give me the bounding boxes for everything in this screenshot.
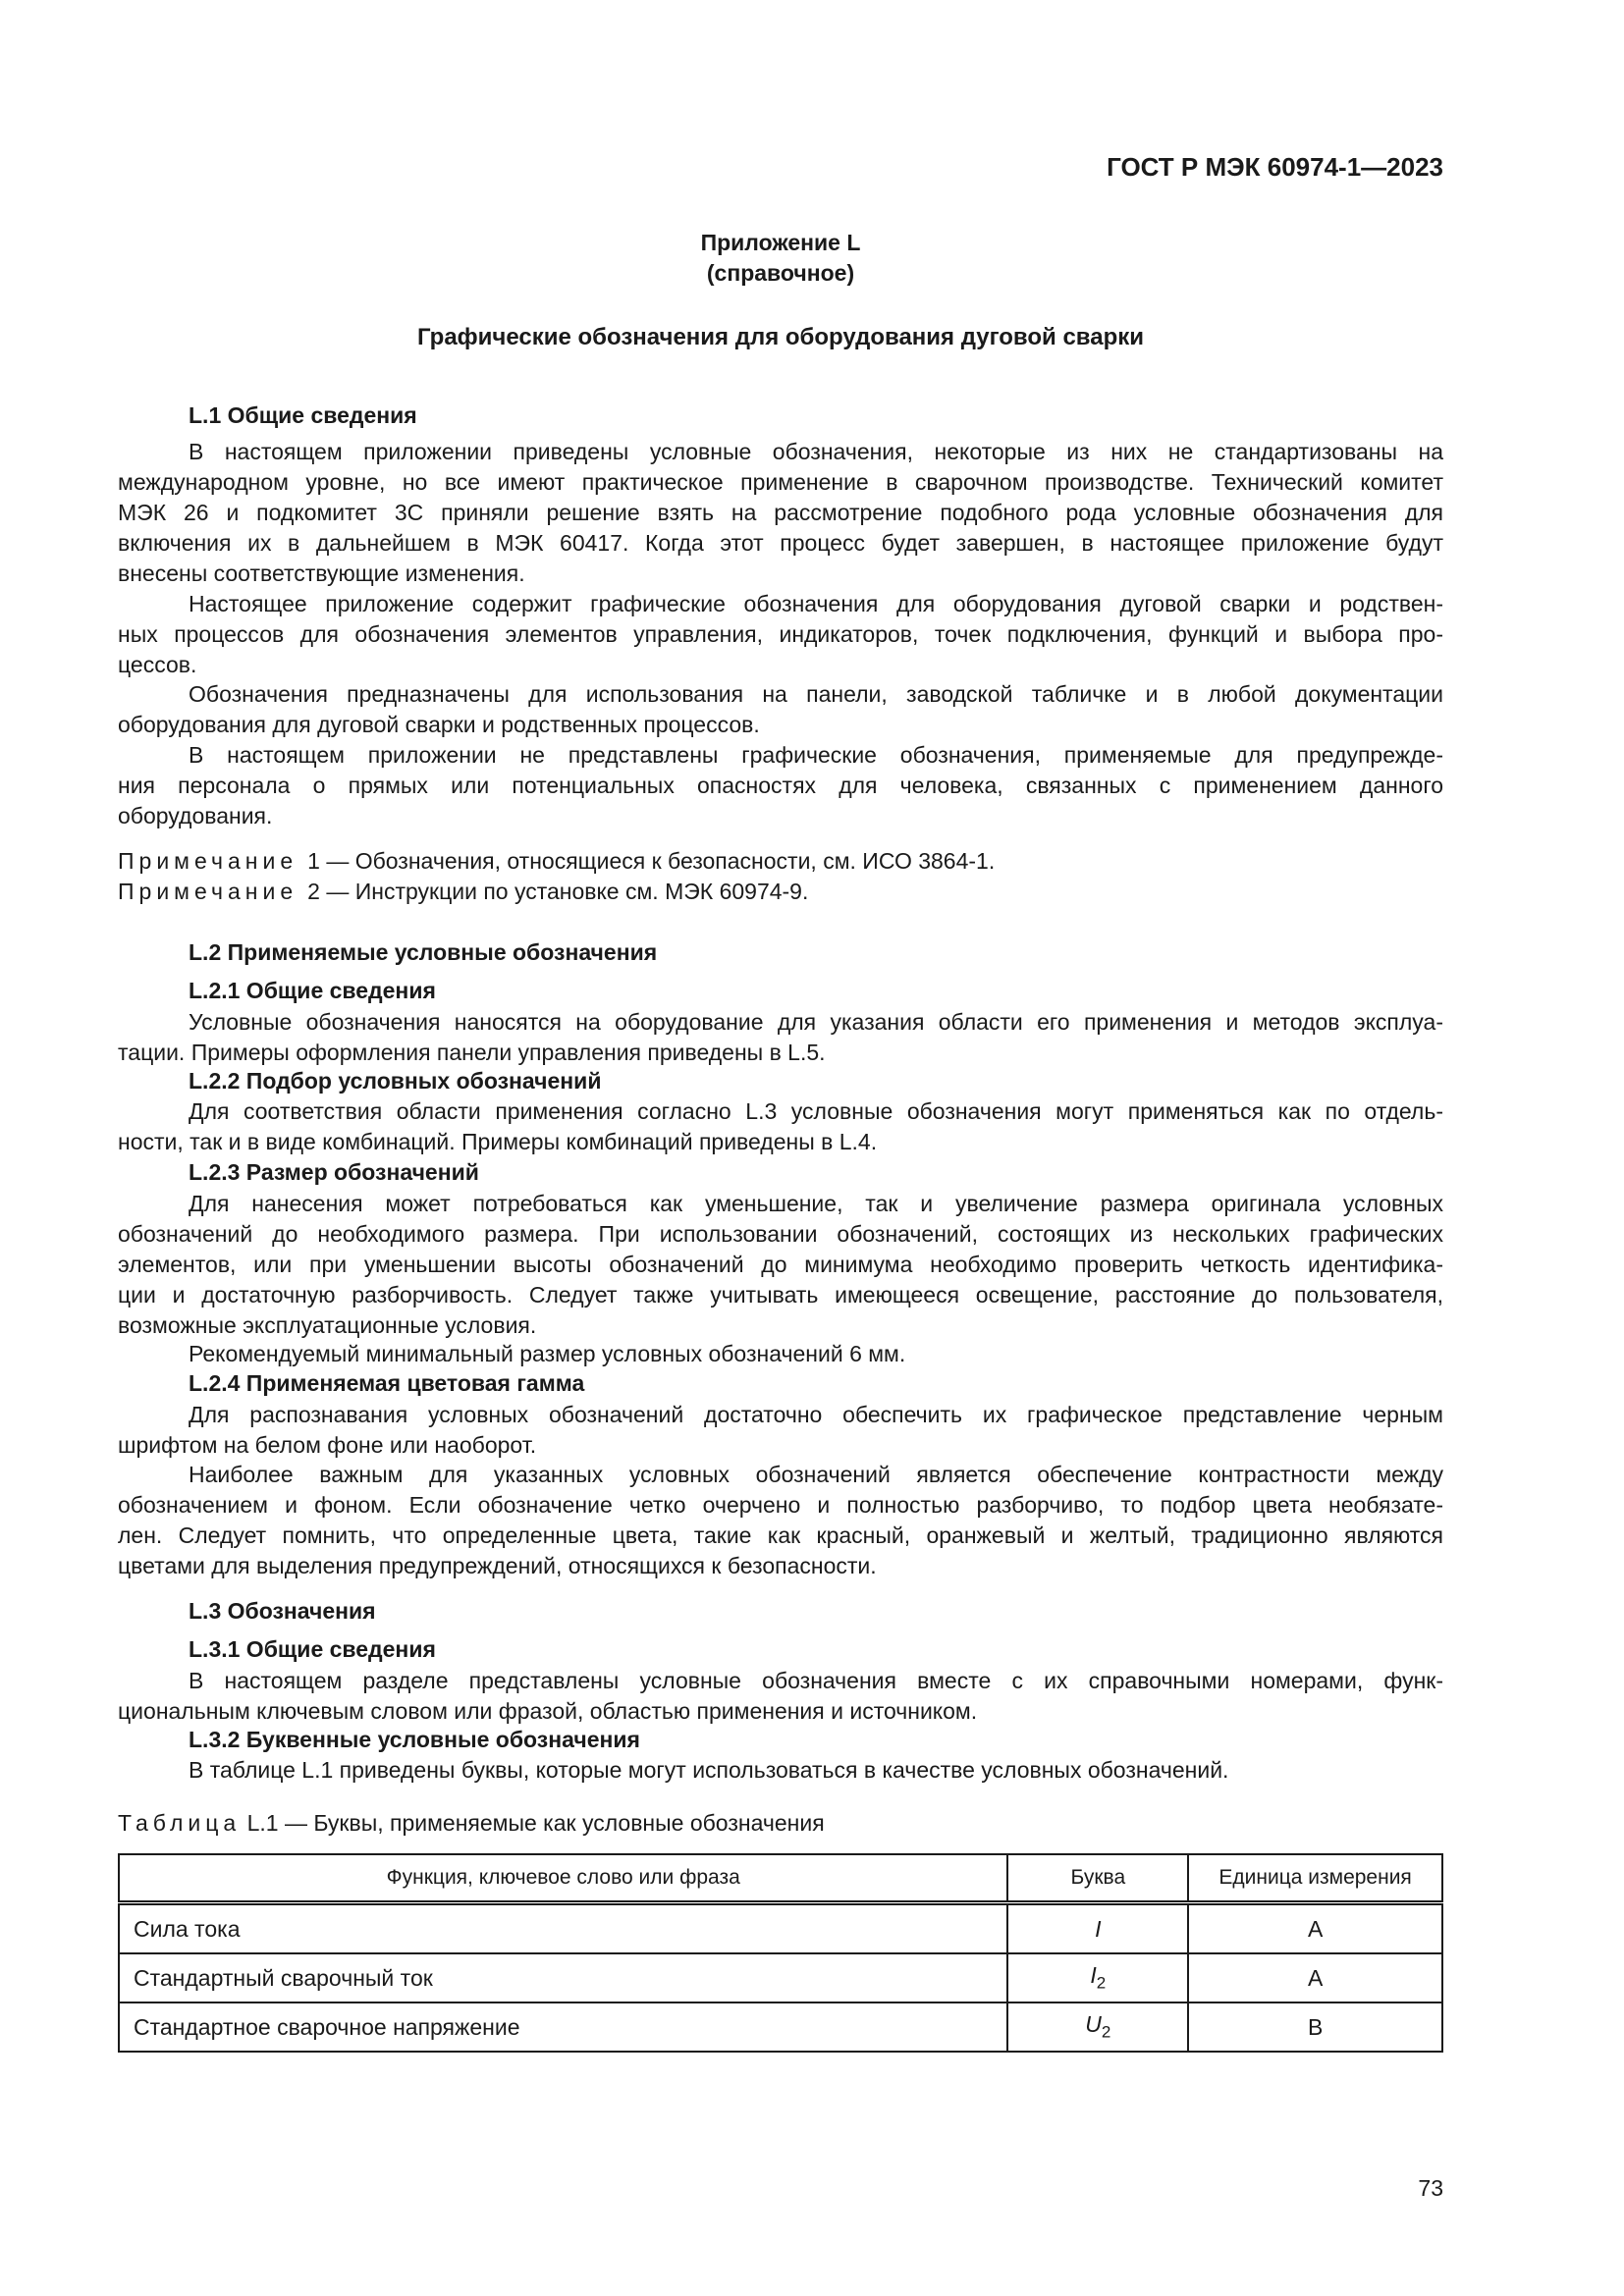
paragraph xyxy=(118,1007,1443,1068)
section-heading xyxy=(118,1368,1443,1399)
annex-heading: Графические обозначения для оборудования дуговой сварки xyxy=(416,324,1145,350)
paragraph-line: В таблице L.1 приведены буквы, которые могут использоваться в качестве условных обозначений. xyxy=(189,1757,1229,1783)
paragraph-line: тации. Примеры оформления панели управления приведены в L.5. xyxy=(118,1040,826,1065)
table-caption xyxy=(118,1808,1443,1839)
function-cell: Стандартное сварочное напряжение xyxy=(119,2002,1007,2052)
column-header-function: Функция, ключевое слово или фраза xyxy=(119,1854,1007,1903)
paragraph xyxy=(118,1755,1443,1786)
document-code: ГОСТ Р МЭК 60974-1—2023 xyxy=(1107,152,1443,182)
section-heading xyxy=(118,1725,1443,1755)
section-heading xyxy=(118,1596,1443,1627)
unit-cell: А xyxy=(1188,1953,1442,2002)
paragraph-line: шрифтом на белом фоне или наоборот. xyxy=(118,1432,537,1458)
paragraph xyxy=(118,1189,1443,1341)
heading-text: L.2.3 Размер обозначений xyxy=(189,1159,479,1185)
letter-cell xyxy=(1007,1903,1188,1954)
heading-text: L.2.1 Общие сведения xyxy=(189,978,436,1003)
unit-cell: В xyxy=(1188,2002,1442,2052)
paragraph-line: ности, так и в виде комбинаций. Примеры комбинаций приведены в L.4. xyxy=(118,1129,878,1154)
paragraph xyxy=(118,437,1443,589)
paragraph-line: оборудования. xyxy=(118,803,273,828)
section-heading xyxy=(118,1634,1443,1665)
note-text: 1 — Обозначения, относящиеся к безопасности, см. ИСО 3864-1. xyxy=(307,848,996,874)
paragraph-line: ния персонала о прямых или потенциальных опасностях для человека, связанных с применением данного xyxy=(118,773,1443,798)
paragraph-line: включения их в дальнейшем в МЭК 60417. Когда этот процесс будет завершен, в настоящее приложение будут xyxy=(118,530,1443,556)
paragraph-line: Для нанесения может потребоваться как уменьшение, так и увеличение размера оригинала условных xyxy=(189,1191,1443,1216)
paragraph-line: Обозначения предназначены для использования на панели, заводской табличке и в любой документации xyxy=(189,681,1443,707)
section-heading xyxy=(118,1066,1443,1096)
paragraph-line: Условные обозначения наносятся на оборудование для указания области его применения и методов эксплуа- xyxy=(189,1009,1443,1035)
paragraph-line: лен. Следует помнить, что определенные цвета, такие как красный, оранжевый и желтый, традиционно являются xyxy=(118,1522,1443,1548)
table-caption-label: Таблица xyxy=(118,1810,242,1836)
paragraph xyxy=(118,1666,1443,1727)
annex-type: (справочное) xyxy=(706,260,855,286)
paragraph-line: циональным ключевым словом или фразой, областью применения и источником. xyxy=(118,1698,978,1724)
paragraph-line: Для соответствия области применения согласно L.3 условные обозначения могут применяться как по отдель- xyxy=(189,1098,1443,1124)
table-caption-text: L.1 — Буквы, применяемые как условные обозначения xyxy=(246,1810,825,1836)
column-header-unit: Единица измерения xyxy=(1188,1854,1442,1903)
heading-text: L.1 Общие сведения xyxy=(189,402,417,428)
letters-table xyxy=(118,1853,1443,2053)
letter-subscript: 2 xyxy=(1101,2022,1111,2042)
paragraph-line: оборудования для дуговой сварки и родственных процессов. xyxy=(118,712,760,737)
section-heading xyxy=(118,937,1443,968)
note-label: Примечание xyxy=(118,879,298,904)
letter-subscript: 2 xyxy=(1096,1973,1107,1993)
paragraph xyxy=(118,589,1443,680)
paragraph xyxy=(118,1400,1443,1461)
paragraph-line: элементов, или при уменьшении высоты обозначений до минимума необходимо проверить четкость идентифика- xyxy=(118,1252,1443,1277)
unit-cell: А xyxy=(1188,1903,1442,1954)
paragraph xyxy=(118,1096,1443,1157)
paragraph-line: обозначением и фоном. Если обозначение четко очерчено и полностью разборчиво, то подбор цвета необязате- xyxy=(118,1492,1443,1518)
paragraph-line: Для распознавания условных обозначений достаточно обеспечить их графическое представление черным xyxy=(189,1402,1443,1427)
paragraph-line: МЭК 26 и подкомитет 3С приняли решение взять на рассмотрение подобного рода условные обозначения для xyxy=(118,500,1443,525)
annex-title: Приложение L xyxy=(700,230,861,255)
column-header-letter: Буква xyxy=(1007,1854,1188,1903)
note-label: Примечание xyxy=(118,848,298,874)
table-header-row xyxy=(119,1854,1442,1903)
paragraph-line: Рекомендуемый минимальный размер условных обозначений 6 мм. xyxy=(189,1341,906,1366)
heading-text: L.2.2 Подбор условных обозначений xyxy=(189,1068,602,1094)
section-heading xyxy=(118,1157,1443,1188)
paragraph-line: В настоящем разделе представлены условные обозначения вместе с их справочными номерами, функ- xyxy=(189,1668,1443,1693)
heading-text: L.3.2 Буквенные условные обозначения xyxy=(189,1727,640,1752)
paragraph-line: международном уровне, но все имеют практическое применение в сварочном производстве. Технический комитет xyxy=(118,469,1443,495)
paragraph xyxy=(118,679,1443,740)
paragraph-line: Наиболее важным для указанных условных обозначений является обеспечение контрастности между xyxy=(189,1462,1443,1487)
function-cell: Сила тока xyxy=(119,1903,1007,1954)
heading-text: L.3.1 Общие сведения xyxy=(189,1636,436,1662)
section-heading xyxy=(118,976,1443,1006)
letter-cell xyxy=(1007,1953,1188,2002)
page-number: 73 xyxy=(1418,2175,1443,2201)
paragraph-line: внесены соответствующие изменения. xyxy=(118,561,525,586)
paragraph-line: обозначений до необходимого размера. При использовании обозначений, состоящих из нескольких графических xyxy=(118,1221,1443,1247)
note-text: 2 — Инструкции по установке см. МЭК 60974-9. xyxy=(307,879,809,904)
paragraph-line: возможные эксплуатационные условия. xyxy=(118,1312,537,1338)
heading-text: L.3 Обозначения xyxy=(189,1598,376,1624)
heading-text: L.2.4 Применяемая цветовая гамма xyxy=(189,1370,585,1396)
letter-cell xyxy=(1007,2002,1188,2052)
paragraph xyxy=(118,740,1443,831)
function-cell: Стандартный сварочный ток xyxy=(119,1953,1007,2002)
paragraph-line: В настоящем приложении не представлены графические обозначения, применяемые для предупрежде- xyxy=(189,742,1443,768)
paragraph xyxy=(118,1460,1443,1581)
paragraph-line: Настоящее приложение содержит графические обозначения для оборудования дуговой сварки и родствен- xyxy=(189,591,1443,616)
paragraph-line: цветами для выделения предупреждений, относящихся к безопасности. xyxy=(118,1553,877,1578)
note xyxy=(118,877,1443,907)
paragraph-line: ных процессов для обозначения элементов управления, индикаторов, точек подключения, функций и выбора про- xyxy=(118,621,1443,647)
paragraph-line: цессов. xyxy=(118,652,197,677)
letter-symbol: I xyxy=(1095,1915,1102,1942)
paragraph xyxy=(118,1339,1443,1369)
letter-symbol: I xyxy=(1090,1962,1097,1989)
letter-symbol: U xyxy=(1085,2011,1102,2038)
paragraph-line: В настоящем приложении приведены условные обозначения, некоторые из них не стандартизованы на xyxy=(189,439,1443,464)
table-row xyxy=(119,2002,1442,2052)
table-row xyxy=(119,1903,1442,1954)
heading-text: L.2 Применяемые условные обозначения xyxy=(189,939,658,965)
paragraph-line: ции и достаточную разборчивость. Следует также учитывать имеющееся освещение, расстояние до пользователя, xyxy=(118,1282,1443,1308)
table-row xyxy=(119,1953,1442,2002)
note xyxy=(118,846,1443,877)
section-heading xyxy=(118,400,1443,431)
